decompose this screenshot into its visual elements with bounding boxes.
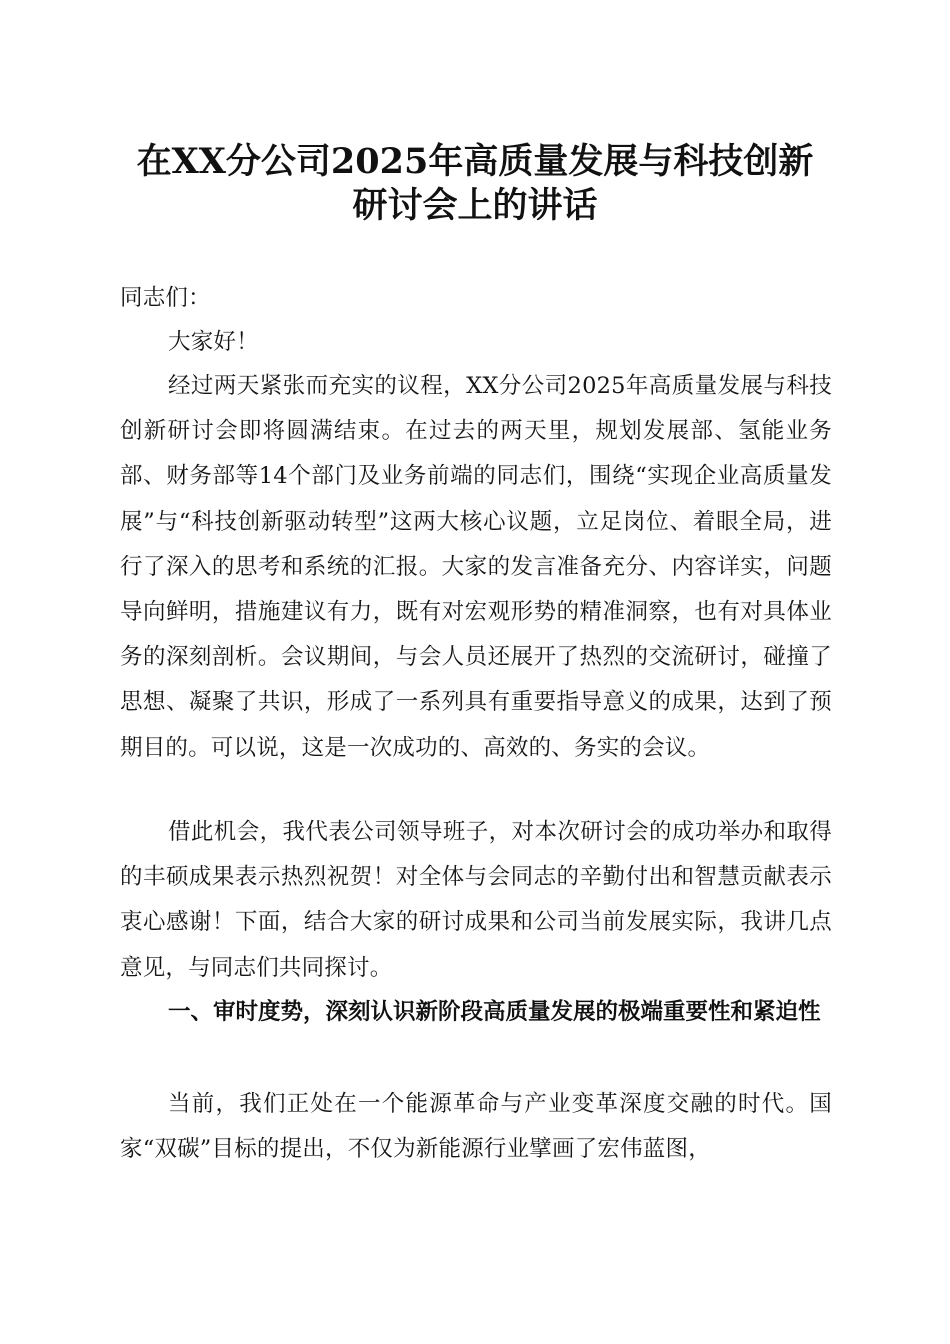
document-title-line-1: 在XX分公司2025年高质量发展与科技创新 — [136, 141, 814, 182]
section-heading-1: 一、审时度势，深刻认识新阶段高质量发展的极端重要性和紧迫性 — [168, 999, 821, 1025]
salutation: 同志们： — [120, 285, 211, 311]
paragraph-section-1: 当前，我们正处在一个能源革命与产业变革深度交融的时代。国家“双碳”目标的提出，不仅为新能源行业擘画了宏伟蓝图， — [120, 1091, 832, 1163]
greeting: 大家好！ — [168, 329, 259, 355]
paragraph-opening: 经过两天紧张而充实的议程，XX分公司2025年高质量发展与科技创新研讨会即将圆满结束。在过去的两天里，规划发展部、氢能业务部、财务部等14个部门及业务前端的同志们，围绕“实现企业高质量发展”与“科技创新驱动转型”这两大核心议题，立足岗位、着眼全局，进行了深入的思考和系统的汇报。大家的发言准备充分、内容详实，问题导向鲜明，措施建议有力，既有对宏观形势的精准洞察，也有对具体业务的深刻剖析。会议期间，与会人员还展开了热烈的交流研讨，碰撞了思想、凝聚了共识，形成了一系列具有重要指导意义的成果，达到了预期目的。可以说，这是一次成功的、高效的、务实的会议。 — [120, 373, 832, 761]
paragraph-thanks: 借此机会，我代表公司领导班子，对本次研讨会的成功举办和取得的丰硕成果表示热烈祝贺！对全体与会同志的辛勤付出和智慧贡献表示衷心感谢！下面，结合大家的研讨成果和公司当前发展实际，我讲几点意见，与同志们共同探讨。 — [120, 819, 832, 981]
document-title-line-2: 研讨会上的讲话 — [352, 185, 598, 226]
